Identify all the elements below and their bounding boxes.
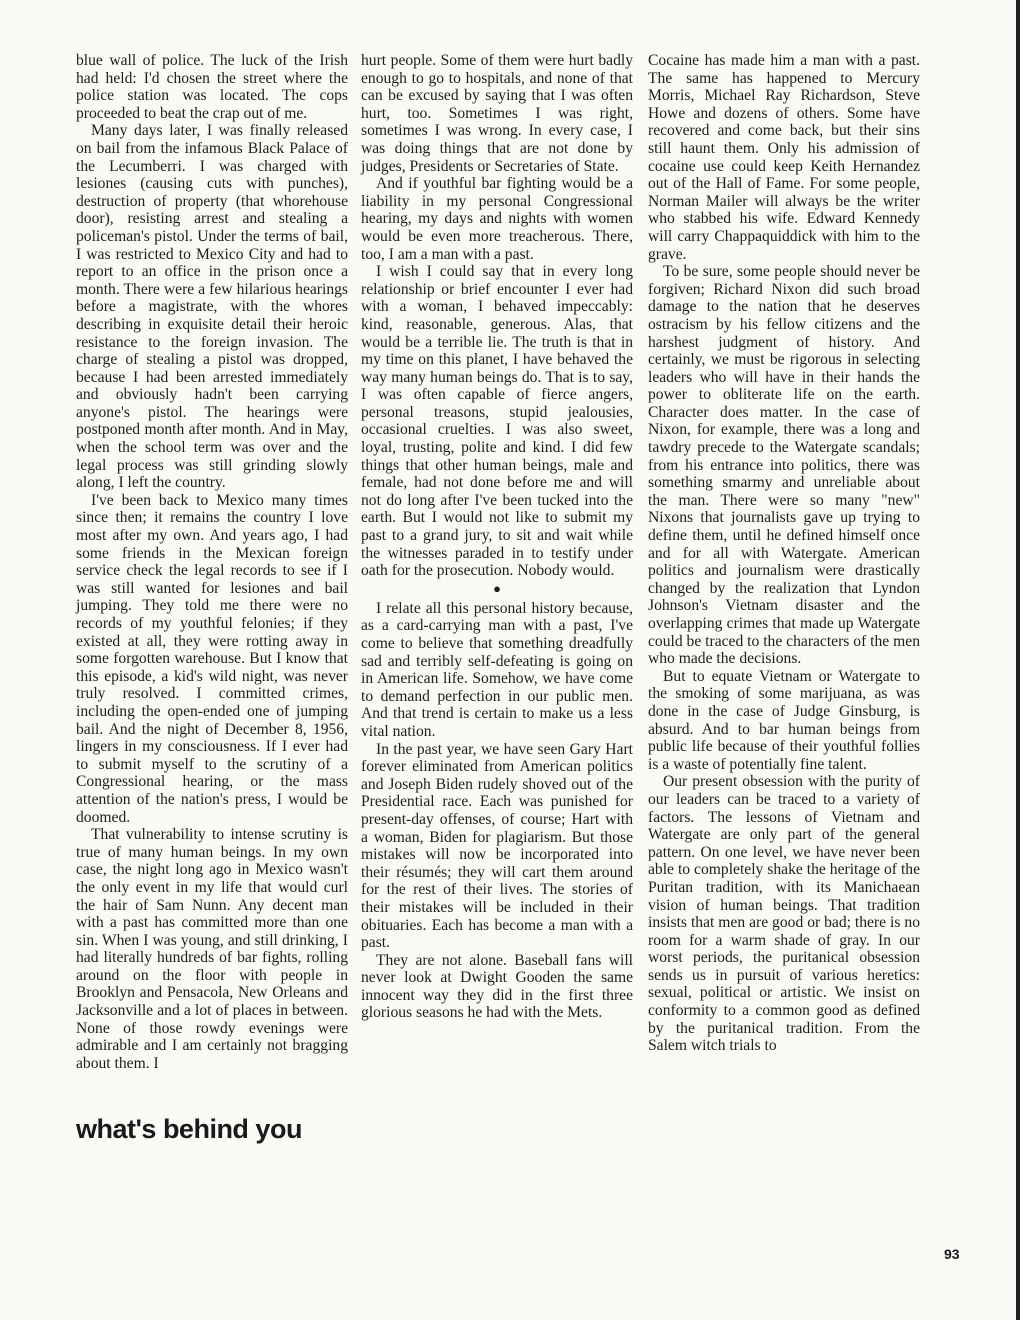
text-column-1 (76, 52, 348, 1072)
paragraph: Our present obsession with the purity of our leaders can be traced to a variety of factors. The lessons of Vietnam and Watergate are only part of the general pattern. On one level, we have never been able to completely shake the heritage of the Puritan tradition, with its Manichaean vision of human beings. That tradition insists that men are good or bad; there is no room for a warm shade of gray. In our worst periods, the puritanical obsession sends us in pursuit of various heretics: sexual, political or artistic. We insist on conformity to a common good as defined by the puritanical tradition. From the Salem witch trials to (648, 773, 920, 1055)
paragraph: That vulnerability to intense scrutiny is true of many human beings. In my own case, the night long ago in Mexico wasn't the only event in my life that would curl the hair of Sam Nunn. Any decent man with a past has committed more than one sin. When I was young, and still drinking, I had literally hundreds of bar fights, rolling around on the floor with people in Brooklyn and Pensacola, New Orleans and Jacksonville and a lot of places in between. None of those rowdy evenings were admirable and I am certainly not bragging about them. I (76, 826, 348, 1072)
paragraph: And if youthful bar fighting would be a liability in my personal Congressional hearing, my days and nights with women would be even more treacherous. There, too, I am a man with a past. (361, 175, 633, 263)
text-column-3 (648, 52, 920, 1055)
paragraph: blue wall of police. The luck of the Irish had held: I'd chosen the street where the police station was located. The cops proceeded to beat the crap out of me. (76, 52, 348, 122)
section-break-bullet: ● (493, 580, 501, 596)
paragraph: I've been back to Mexico many times since then; it remains the country I love most after my own. And years ago, I had some friends in the Mexican foreign service check the legal records to see if I was still wanted for lesiones and bail jumping. They told me there were no records of my youthful felonies; if they existed at all, they were rotting away in some forgotten warehouse. But I know that this episode, a kid's wild night, was never truly resolved. I committed crimes, including the open-ended one of jumping bail. And the night of December 8, 1956, lingers in my consciousness. If I ever had to submit myself to the scrutiny of a Congressional hearing, or the mass attention of the nation's press, I would be doomed. (76, 491, 348, 826)
paragraph: I relate all this personal history because, as a card-carrying man with a past, I've come to believe that something dreadfully sad and terribly self-defeating is going on in American life. Somehow, we have come to demand perfection in our public men. And that trend is certain to make us a less vital nation. (361, 599, 633, 740)
section-title: what's behind you (76, 1114, 302, 1144)
page-number: 93 (944, 1246, 960, 1262)
paragraph: Cocaine has made him a man with a past. The same has happened to Mercury Morris, Michael Ray Richardson, Steve Howe and dozens of others. Some have recovered and come back, but their sins still haunt them. Only his admission of cocaine use could keep Keith Hernandez out of the Hall of Fame. For some people, Norman Mailer will always be the writer who stabbed his wife. Edward Kennedy will carry Chappaquiddick with him to the grave. (648, 52, 920, 263)
paragraph: I wish I could say that in every long relationship or brief encounter I ever had with a woman, I behaved impeccably: kind, reasonable, generous. Alas, that would be a terrible lie. The truth is that in my time on this planet, I have behaved the way many human beings do. That is to say, I was often capable of fierce angers, personal treasons, stupid jealousies, occasional cruelties. I was also sweet, loyal, trusting, polite and kind. I did few things that other human beings, male and female, had not done before me and will not do long after I've been tucked into the earth. But I would not like to submit my past to a grand jury, to sit and wait while the witnesses paraded in to testify under oath for the prosecution. Nobody would. (361, 263, 633, 580)
paragraph: In the past year, we have seen Gary Hart forever eliminated from American politics and Joseph Biden rudely shoved out of the Presidential race. Each was punished for present-day offenses, of course; Hart with a woman, Biden for plagiarism. But those mistakes will now be incorporated into their résumés; they will cart them around for the rest of their lives. The stories of their mistakes will be included in their obituaries. Each has become a man with a past. (361, 740, 633, 952)
text-column-2 (361, 52, 633, 1022)
paragraph: They are not alone. Baseball fans will never look at Dwight Gooden the same innocent way they did in the first three glorious seasons he had with the Mets. (361, 951, 633, 1022)
paragraph: hurt people. Some of them were hurt badly enough to go to hospitals, and none of that can be excused by saying that I was often hurt, too. Sometimes I was right, sometimes I was wrong. In every case, I was doing things that are not done by judges, Presidents or Secretaries of State. (361, 52, 633, 175)
page-edge-rule (1016, 0, 1020, 1320)
paragraph: Many days later, I was finally released on bail from the infamous Black Palace of the Lecumberri. I was charged with lesiones (causing cuts with punches), destruction of property (that whorehouse door), resisting arrest and stealing a policeman's pistol. Under the terms of bail, I was restricted to Mexico City and had to report to an office in the prison once a month. There were a few hilarious hearings before a magistrate, with the whores describing in exquisite detail their heroic resistance to the foreign invasion. The charge of stealing a pistol was dropped, because I had been arrested immediately and obviously hadn't been carrying anyone's pistol. The hearings were postponed month after month. And in May, when the school term was over and the legal process was still grinding slowly along, I left the country. (76, 122, 348, 492)
paragraph: But to equate Vietnam or Watergate to the smoking of some marijuana, as was done in the case of Judge Ginsburg, is absurd. And to bar human beings from public life because of their youthful follies is a waste of potentially fine talent. (648, 667, 920, 773)
paragraph: To be sure, some people should never be forgiven; Richard Nixon did such broad damage to the nation that he deserves ostracism by his fellow citizens and the harshest judgment of history. And certainly, we must be rigorous in selecting leaders who will have in their hands the power to obliterate life on the earth. Character does matter. In the case of Nixon, for example, there was a long and tawdry precede to the Watergate scandals; from his entrance into politics, there was something smarmy and unreliable about the man. There were so many "new" Nixons that journalists gave up trying to define them, until he defined himself once and for all with Watergate. American politics and journalism were drastically changed by the realization that Lyndon Johnson's Vietnam disaster and the overlapping crimes that made up Watergate could be traced to the characters of the men who made the decisions. (648, 263, 920, 668)
